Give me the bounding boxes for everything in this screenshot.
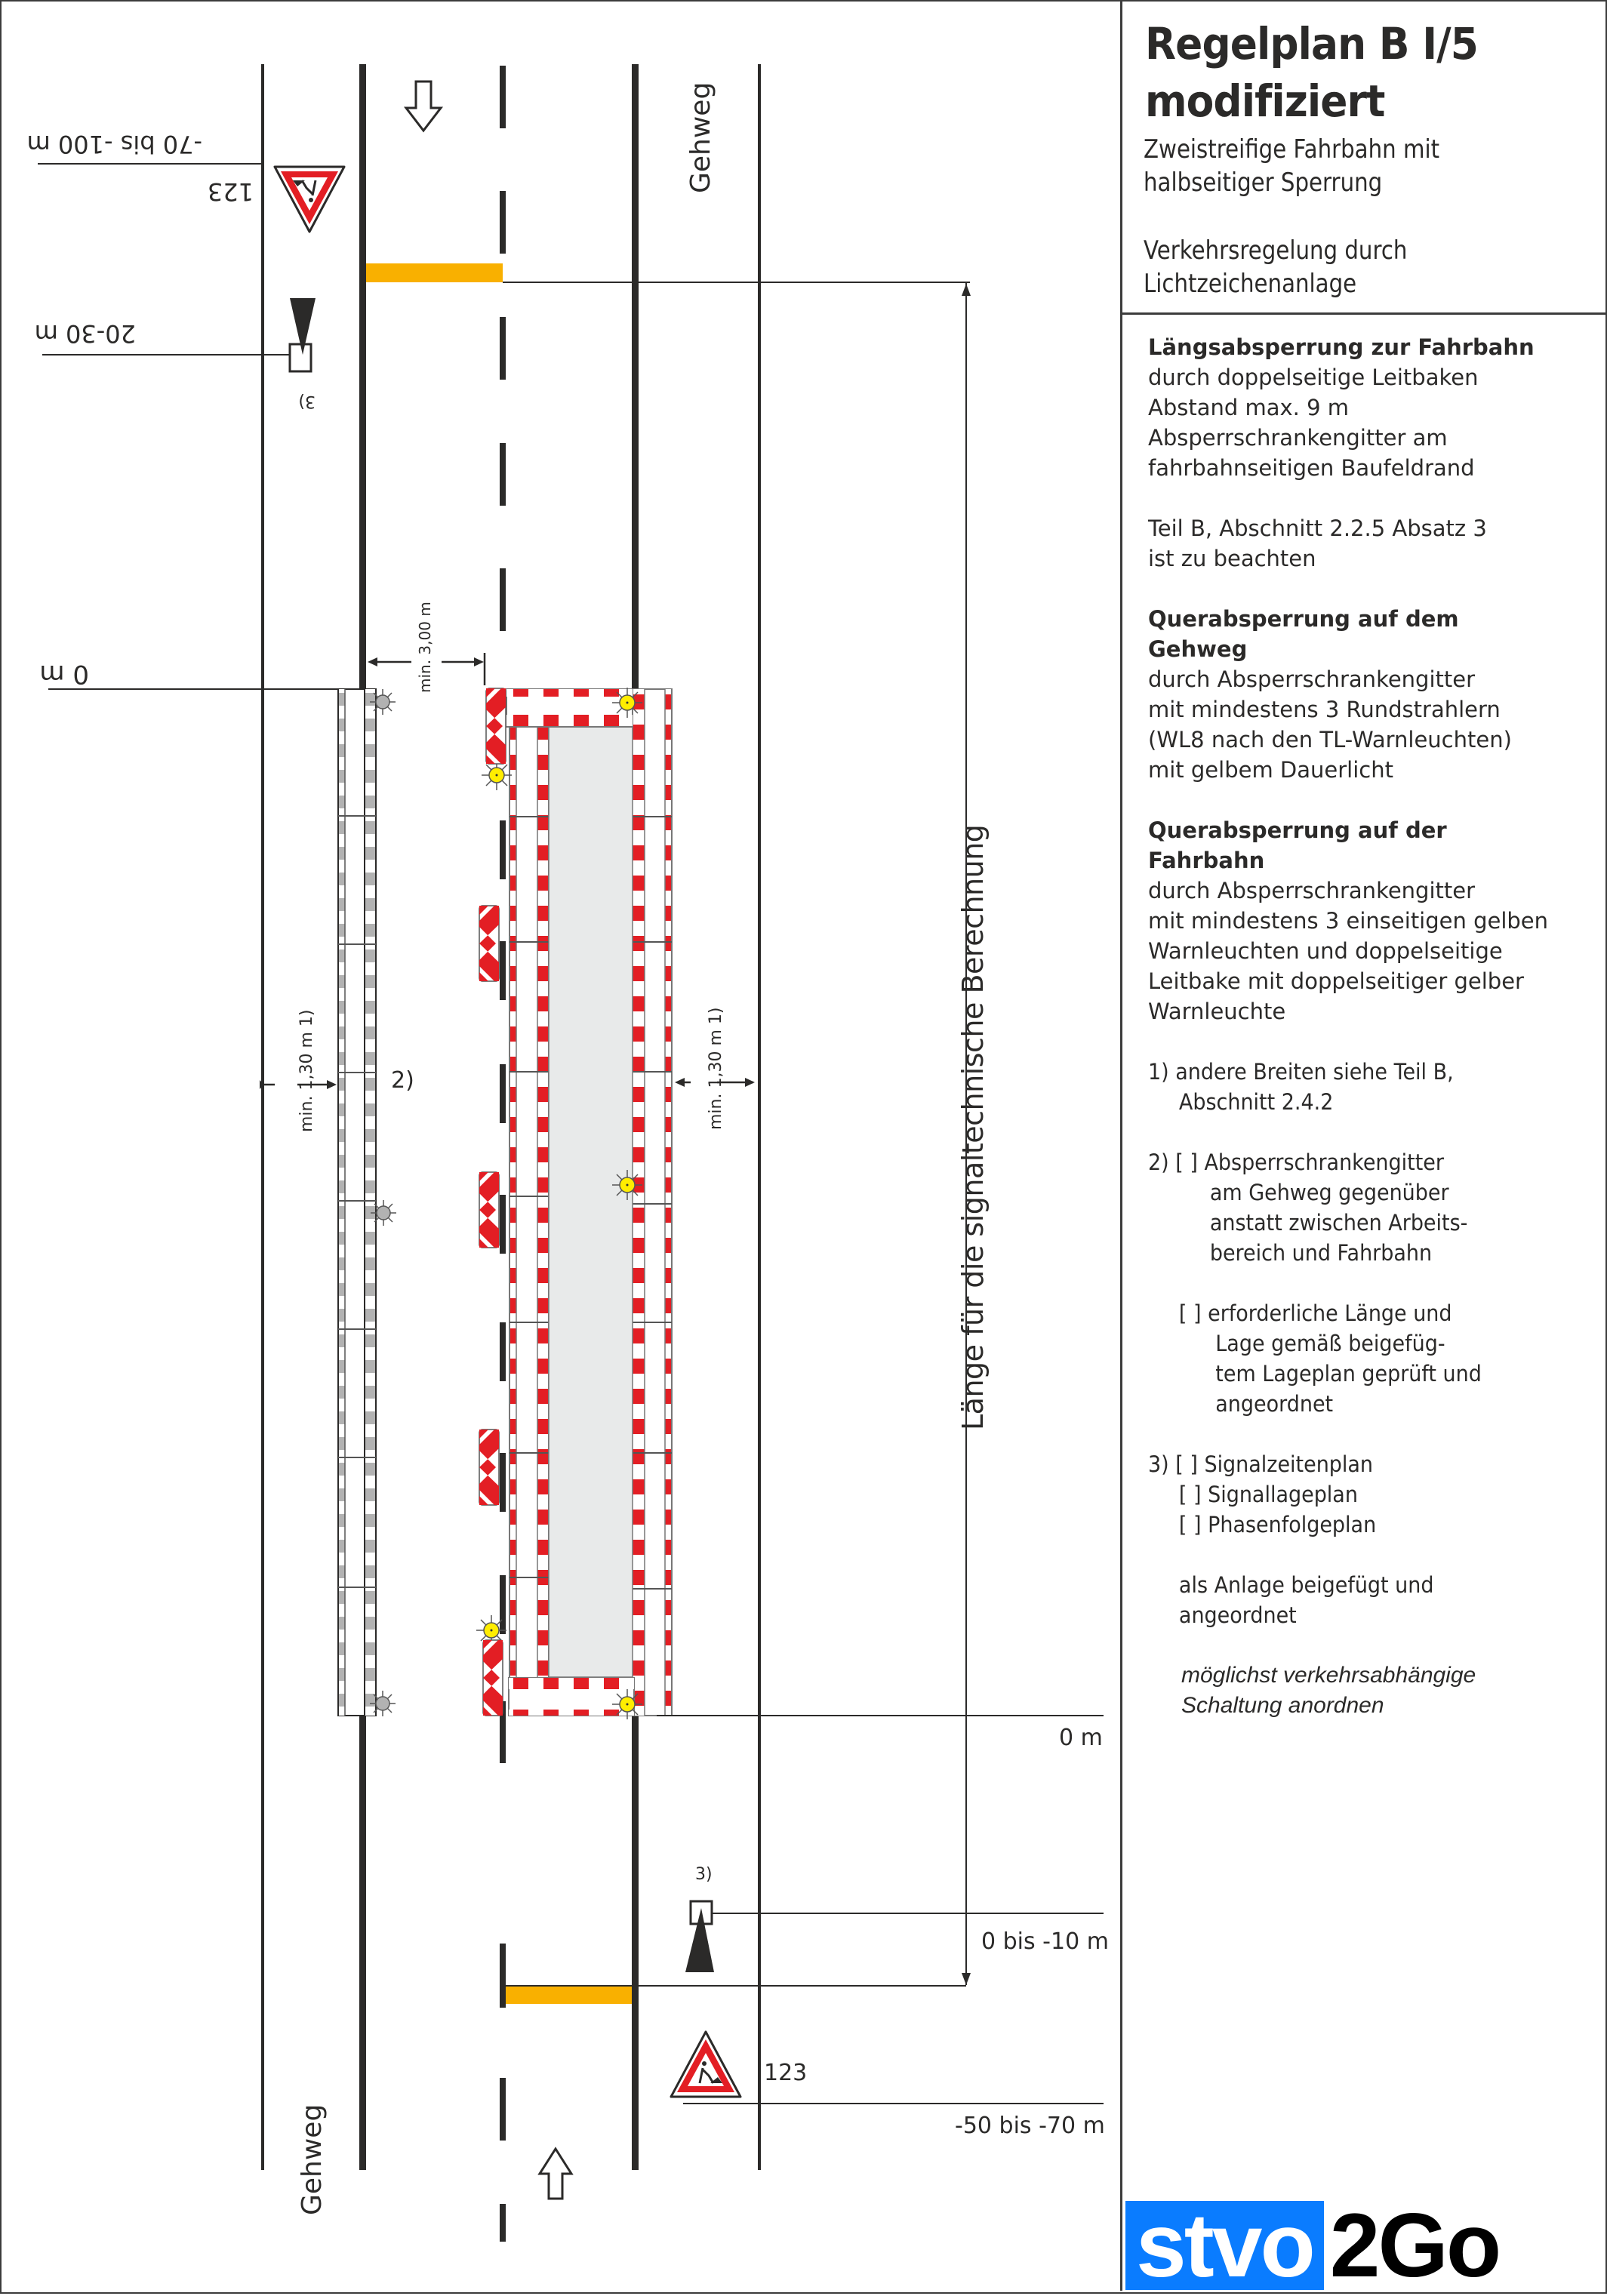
warning-sign-top-icon [275, 167, 344, 232]
footnote-3-item: [ ] Signallageplan [1178, 1482, 1358, 1507]
stop-line-bottom [506, 1985, 632, 2004]
footnote-3-item: 3) [ ] Signalzeitenplan [1148, 1451, 1374, 1477]
guide-beacon-icon [479, 1172, 499, 1248]
footnote-2a-cont: anstatt zwischen Arbeits- [1209, 1210, 1468, 1236]
work-zone [506, 689, 672, 1716]
footnote-3-hint: möglichst verkehrsabhängige [1181, 1663, 1476, 1688]
dist-label-signal-bottom: 0 bis -10 m [981, 1928, 1109, 1955]
note-heading-quer-fahrbahn: Querabsperrung auf der [1148, 817, 1447, 843]
dist-label-zero-top: 0 m [39, 659, 89, 689]
footnote-2b: [ ] erforderliche Länge und [1178, 1300, 1452, 1326]
sidewalk-barrier-left [338, 689, 376, 1716]
sign-number-top: 123 [207, 177, 254, 206]
note-line: mit mindestens 3 einseitigen gelben [1148, 908, 1549, 934]
note-line: Warnleuchten und doppelseitige [1148, 938, 1503, 964]
note-heading-quer-gehweg-2: Gehweg [1148, 636, 1248, 662]
footnote-ref-top: 3) [298, 392, 316, 411]
note-line: Leitbake mit doppelseitiger gelber [1148, 968, 1524, 994]
regulation-note [1144, 234, 1407, 300]
warning-lamp-icon [612, 1170, 642, 1200]
stop-line-top [366, 263, 503, 282]
logo-part-2go: 2Go [1329, 2195, 1500, 2296]
guide-beacon-icon [486, 688, 506, 764]
work-area [549, 725, 633, 1677]
sidewalk-label-bottom: Gehweg [297, 2104, 328, 2215]
dim-min-130-left: min. 1,30 m 1) [297, 1009, 316, 1132]
guide-beacon-icon [479, 906, 499, 981]
footnote-2b-cont: Lage gemäß beigefüg- [1215, 1331, 1445, 1356]
note-line: durch Absperrschrankengitter [1148, 878, 1476, 903]
traffic-signal-bottom-icon [685, 1901, 714, 1972]
footnote-2b-cont: angeordnet [1215, 1391, 1334, 1417]
note-line: mit mindestens 3 Rundstrahlern [1148, 697, 1501, 722]
center-dashed-line [500, 66, 506, 2242]
footnote-ref-2: 2) [391, 1067, 414, 1094]
note-line: Abstand max. 9 m [1148, 395, 1350, 420]
arrow-down-icon [406, 82, 441, 131]
guide-beacon-icon [483, 1640, 503, 1716]
traffic-signal-top-icon [290, 298, 316, 371]
footnote-2a-cont: bereich und Fahrbahn [1209, 1240, 1433, 1266]
stvo2go-logo [1125, 2195, 1500, 2296]
note-line: ist zu beachten [1148, 546, 1316, 571]
legend-header [1122, 0, 1606, 315]
dist-label-signal-top: 20-30 m [34, 319, 136, 348]
arrow-up-icon [540, 2149, 571, 2199]
note-line: fahrbahnseitigen Baufeldrand [1148, 455, 1475, 481]
warning-lamp-icon [612, 688, 642, 718]
dist-label-top-sign: -70 bis -100 m [26, 130, 202, 159]
footnote-1: 1) andere Breiten siehe Teil B, [1148, 1059, 1454, 1085]
logo-part-stvo: stvo [1125, 2201, 1324, 2290]
note-line: Absperrschrankengitter am [1148, 425, 1448, 451]
note-line: durch Absperrschrankengitter [1148, 666, 1476, 692]
regulation-line-2: Lichtzeichenanlage [1144, 269, 1357, 299]
legend-panel [1120, 0, 1606, 2296]
note-line: mit gelbem Dauerlicht [1148, 757, 1393, 783]
footnote-2a: 2) [ ] Absperrschrankengitter [1148, 1150, 1444, 1175]
note-heading-laengs: Längsabsperrung zur Fahrbahn [1148, 334, 1535, 360]
footnote-2b-cont: tem Lageplan geprüft und [1215, 1361, 1482, 1387]
footnote-3-attached: als Anlage beigefügt und [1178, 1572, 1434, 1598]
note-heading-quer-fahrbahn-2: Fahrbahn [1148, 848, 1265, 873]
sidewalk-label-top: Gehweg [685, 82, 716, 193]
sign-number-bottom: 123 [764, 2060, 808, 2086]
warning-sign-bottom-icon [671, 2032, 740, 2097]
footnote-ref-bottom: 3) [695, 1865, 713, 1884]
footnote-3-hint: Schaltung anordnen [1181, 1693, 1384, 1718]
legend-notes [1148, 332, 1548, 1721]
warning-lamp-icon [482, 760, 512, 790]
round-lamp-icon [370, 1691, 396, 1716]
page-title [1145, 15, 1478, 130]
guide-beacon-icon [479, 1430, 499, 1505]
title-line-1: Regelplan B I/5 [1145, 18, 1478, 69]
dist-label-zero-bottom: 0 m [1059, 1725, 1103, 1751]
subtitle-line-2: halbseitiger Sperrung [1144, 168, 1383, 198]
round-lamp-icon [371, 1200, 396, 1226]
length-label: Länge für die signaltechnische Berechnung [956, 824, 990, 1430]
round-lamp-icon [370, 689, 396, 715]
note-line: (WL8 nach den TL-Warnleuchten) [1148, 727, 1512, 753]
dim-min-130-right: min. 1,30 m 1) [707, 1007, 725, 1130]
regulation-line-1: Verkehrsregelung durch [1144, 235, 1408, 266]
subtitle-line-1: Zweistreifige Fahrbahn mit [1144, 134, 1440, 165]
note-line: durch doppelseitige Leitbaken [1148, 365, 1479, 390]
footnote-2a-cont: am Gehweg gegenüber [1209, 1180, 1449, 1205]
note-heading-quer-gehweg: Querabsperrung auf dem [1148, 606, 1459, 632]
footnote-3-item: [ ] Phasenfolgeplan [1178, 1512, 1377, 1537]
subtitle [1144, 133, 1439, 199]
dist-label-bottom-sign: -50 bis -70 m [955, 2113, 1105, 2139]
note-line: Warnleuchte [1148, 999, 1286, 1024]
dim-min-3m: min. 3,00 m [416, 602, 434, 693]
title-line-2: modifiziert [1145, 75, 1385, 127]
footnote-1-cont: Abschnitt 2.4.2 [1178, 1089, 1334, 1115]
note-line: Teil B, Abschnitt 2.2.5 Absatz 3 [1148, 516, 1487, 541]
footnote-3-attached: angeordnet [1178, 1602, 1297, 1628]
warning-lamp-icon [612, 1689, 642, 1719]
